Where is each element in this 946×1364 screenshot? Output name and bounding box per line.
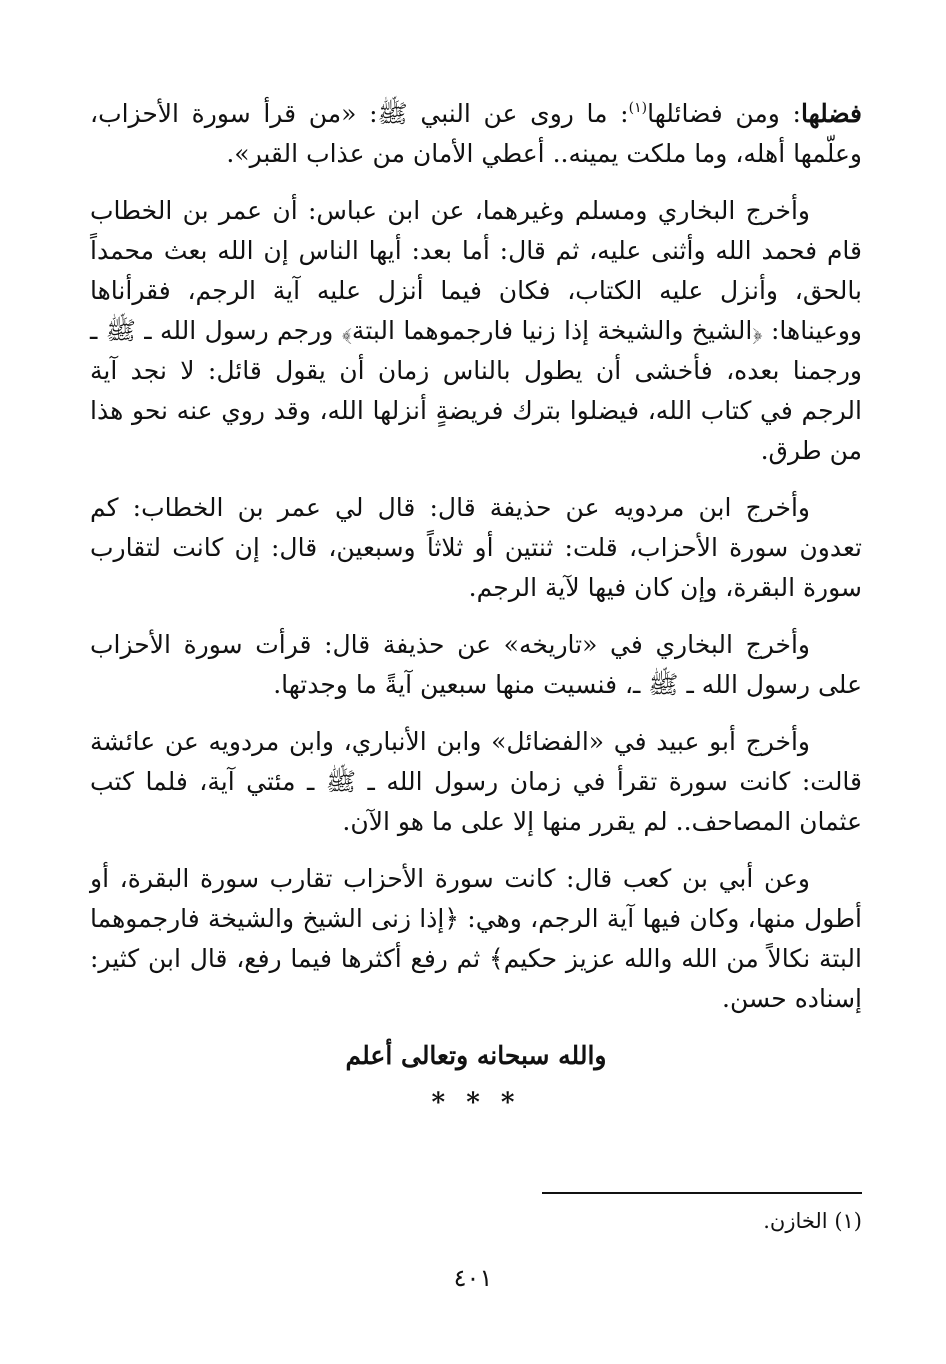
- paragraph-ibn-mardawayh: وأخرج ابن مردويه عن حذيفة قال: قال لي عمر بن الخطاب: كم تعدون سورة الأحزاب، قلت: ثنتين أو ثلاثاً وسبعين، قال: إن كانت لتقارب سورة البقرة، وإن كان فيها لآية الرجم.: [90, 493, 862, 602]
- footnote-marker: (١): [628, 100, 648, 116]
- paragraph-ubayy-ibn-kab: وعن أبي بن كعب قال: كانت سورة الأحزاب تقارب سورة البقرة، أو أطول منها، وكان فيها آية الرجم، وهي: ﴿إذا زنى الشيخ والشيخة فارجموهما البتة نكالاً من الله والله عزيز حكيم﴾ ثم رفع أكثرها فيما رفع، قال ابن كثير: إسناده حسن.: [90, 864, 862, 1013]
- paragraph-virtues: [90, 88, 862, 174]
- section-lead-word: فضلها: [800, 99, 863, 128]
- footnote-text: (١) الخازن.: [763, 1209, 862, 1233]
- paragraph-abu-ubayd: وأخرج أبو عبيد في «الفضائل» وابن الأنباري، وابن مردويه عن عائشة قالت: كانت سورة تقرأ في زمان رسول الله ـ ﷺ ـ مئتي آية، فلما كتب عثمان المصاحف.. لم يقرر منها إلا على ما هو الآن.: [90, 727, 862, 836]
- page-number: ٤٠١: [453, 1264, 493, 1292]
- section-separator: * * *: [431, 1088, 521, 1118]
- page-body: [90, 88, 862, 1118]
- closing-phrase: والله سبحانه وتعالى أعلم: [345, 1041, 607, 1070]
- paragraph-bukhari-tarikh: وأخرج البخاري في «تاريخه» عن حذيفة قال: قرأت سورة الأحزاب على رسول الله ـ ﷺ ـ، فنسيت منها سبعين آيةً ما وجدتها.: [90, 630, 862, 699]
- paragraph-virtues-intro: : ومن فضائلها: [647, 99, 801, 128]
- paragraph-virtues-text: : ما روى عن النبي ﷺ: «من قرأ سورة الأحزاب، وعلّمها أهله، وما ملكت يمينه.. أعطي الأمان من عذاب القبر».: [90, 99, 862, 168]
- paragraph-bukhari-muslim: وأخرج البخاري ومسلم وغيرهما، عن ابن عباس: أن عمر بن الخطاب قام فحمد الله وأثنى عليه، ثم قال: أما بعد: أيها الناس إن الله بعث محمداً بالحق، وأنزل عليه الكتاب، فكان فيما أنزل عليه آية الرجم، فقرأناها ووعيناها: ﴿الشيخ والشيخة إذا زنيا فارجموهما البتة﴾ ورجم رسول الله ـ ﷺ ـ ورجمنا بعده، فأخشى أن يطول بالناس زمان أن يقول قائل: لا نجد آية الرجم في كتاب الله، فيضلوا بترك فريضةٍ أنزلها الله، وقد روي عنه نحو هذا من طرق.: [90, 196, 862, 465]
- footnote-divider: [542, 1192, 862, 1194]
